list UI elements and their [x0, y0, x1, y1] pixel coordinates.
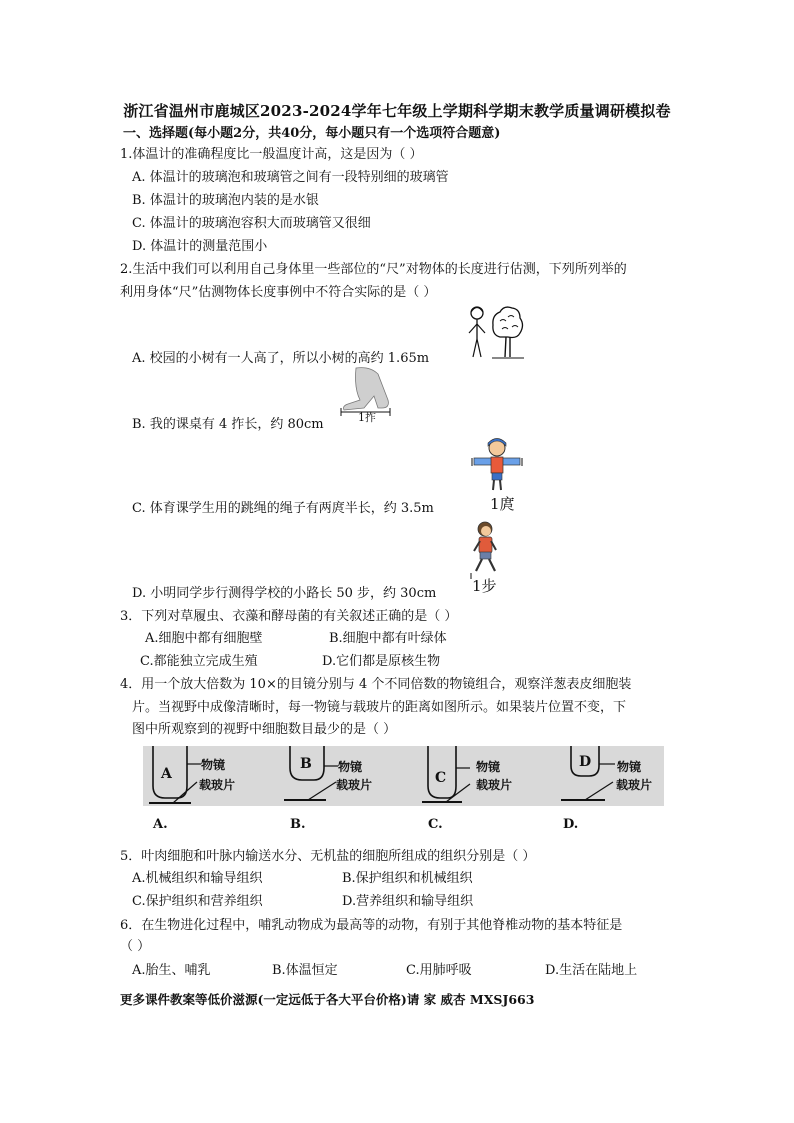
walking-step-figure	[468, 519, 508, 597]
objective-c-letter: C	[435, 770, 447, 786]
girl-and-tree-figure	[462, 303, 526, 361]
q1-option-b[interactable]: B. 体温计的玻璃泡内装的是水银	[132, 193, 319, 208]
q6-option-c[interactable]: C.用肺呼吸	[406, 963, 472, 978]
q6-option-d[interactable]: D.生活在陆地上	[545, 963, 638, 978]
q6-stem-line1: 6．在生物进化过程中，哺乳动物成为最高等的动物，有别于其他脊椎动物的基本特征是	[120, 918, 623, 933]
objective-label-c: 物镜	[476, 760, 501, 774]
q5-option-a[interactable]: A.机械组织和输导组织	[132, 871, 263, 886]
q4-stem-line2: 片。当视野中成像清晰时，每一物镜与载玻片的距离如图所示。如果装片位置不变，下	[132, 700, 627, 715]
slide-label-b: 载玻片	[336, 778, 373, 792]
q2-stem-line2: 利用身体“尺”估测物体长度事例中不符合实际的是（ ）	[120, 285, 437, 300]
q3-option-b[interactable]: B.细胞中都有叶绿体	[329, 631, 447, 646]
panel-b-caption: B.	[290, 817, 306, 832]
hand-span-figure	[338, 366, 394, 424]
panel-d-caption: D.	[563, 817, 579, 832]
q3-option-d[interactable]: D.它们都是原核生物	[322, 654, 441, 669]
objective-label-b: 物镜	[338, 760, 363, 774]
objective-d-letter: D	[579, 754, 592, 770]
q1-option-c[interactable]: C. 体温计的玻璃泡容积大而玻璃管又很细	[132, 216, 371, 231]
q2-option-c[interactable]: C. 体育课学生用的跳绳的绳子有两庹半长，约 3.5m	[132, 501, 434, 516]
q2-option-a[interactable]: A. 校园的小树有一人高了，所以小树的高约 1.65m	[132, 351, 430, 366]
q6-option-a[interactable]: A.胎生、哺乳	[132, 963, 211, 978]
arm-span-label: 1庹	[490, 495, 515, 513]
q5-option-c[interactable]: C.保护组织和营养组织	[132, 894, 263, 909]
q4-stem-line1: 4．用一个放大倍数为 10×的目镜分别与 4 个不同倍数的物镜组合，观察洋葱表皮细胞装	[120, 677, 632, 692]
objective-label-d: 物镜	[617, 760, 642, 774]
q1-option-a[interactable]: A. 体温计的玻璃泡和玻璃管之间有一段特别细的玻璃管	[132, 170, 449, 185]
q1-option-d[interactable]: D. 体温计的测量范围小	[132, 239, 268, 254]
slide-label-d: 载玻片	[616, 778, 653, 792]
section-heading: 一、选择题(每小题2分，共40分，每小题只有一个选项符合题意)	[123, 126, 501, 141]
hand-span-label: 1拃	[358, 411, 376, 424]
q5-option-b[interactable]: B.保护组织和机械组织	[342, 871, 473, 886]
slide-label-a: 载玻片	[199, 778, 236, 792]
panel-c-caption: C.	[428, 817, 443, 832]
q4-stem-line3: 图中所观察到的视野中细胞数目最少的是（ ）	[132, 722, 397, 737]
exam-title: 浙江省温州市鹿城区2023-2024学年七年级上学期科学期末教学质量调研模拟卷	[123, 102, 671, 120]
objective-a-letter: A	[161, 766, 172, 782]
q6-stem-line2: （ ）	[120, 939, 151, 954]
slide-label-c: 载玻片	[476, 778, 513, 792]
arm-span-figure	[470, 436, 530, 514]
objective-label-a: 物镜	[201, 758, 226, 772]
q6-option-b[interactable]: B.体温恒定	[272, 963, 338, 978]
q3-option-a[interactable]: A.细胞中都有细胞壁	[145, 631, 263, 646]
q2-option-d[interactable]: D. 小明同学步行测得学校的小路长 50 步，约 30cm	[132, 586, 437, 601]
footer-note: 更多课件教案等低价滋源(一定远低于各大平台价格)请 家 威杏 MXSJ663	[120, 992, 535, 1007]
panel-a-caption: A.	[153, 817, 168, 832]
q3-option-c[interactable]: C.都能独立完成生殖	[140, 654, 258, 669]
q3-stem: 3．下列对草履虫、衣藻和酵母菌的有关叙述正确的是（ ）	[120, 609, 458, 624]
q2-option-b[interactable]: B. 我的课桌有 4 拃长，约 80cm	[132, 417, 324, 432]
q2-stem-line1: 2.生活中我们可以利用自己身体里一些部位的“尺”对物体的长度进行估测，下列所列举的	[120, 262, 627, 277]
q1-stem: 1.体温计的准确程度比一般温度计高，这是因为（ ）	[120, 147, 423, 162]
walking-step-label: 1步	[472, 577, 497, 595]
q5-stem: 5．叶肉细胞和叶脉内输送水分、无机盐的细胞所组成的组织分别是（ ）	[120, 849, 536, 864]
q5-option-d[interactable]: D.营养组织和输导组织	[342, 894, 474, 909]
objective-b-letter: B	[300, 756, 312, 772]
